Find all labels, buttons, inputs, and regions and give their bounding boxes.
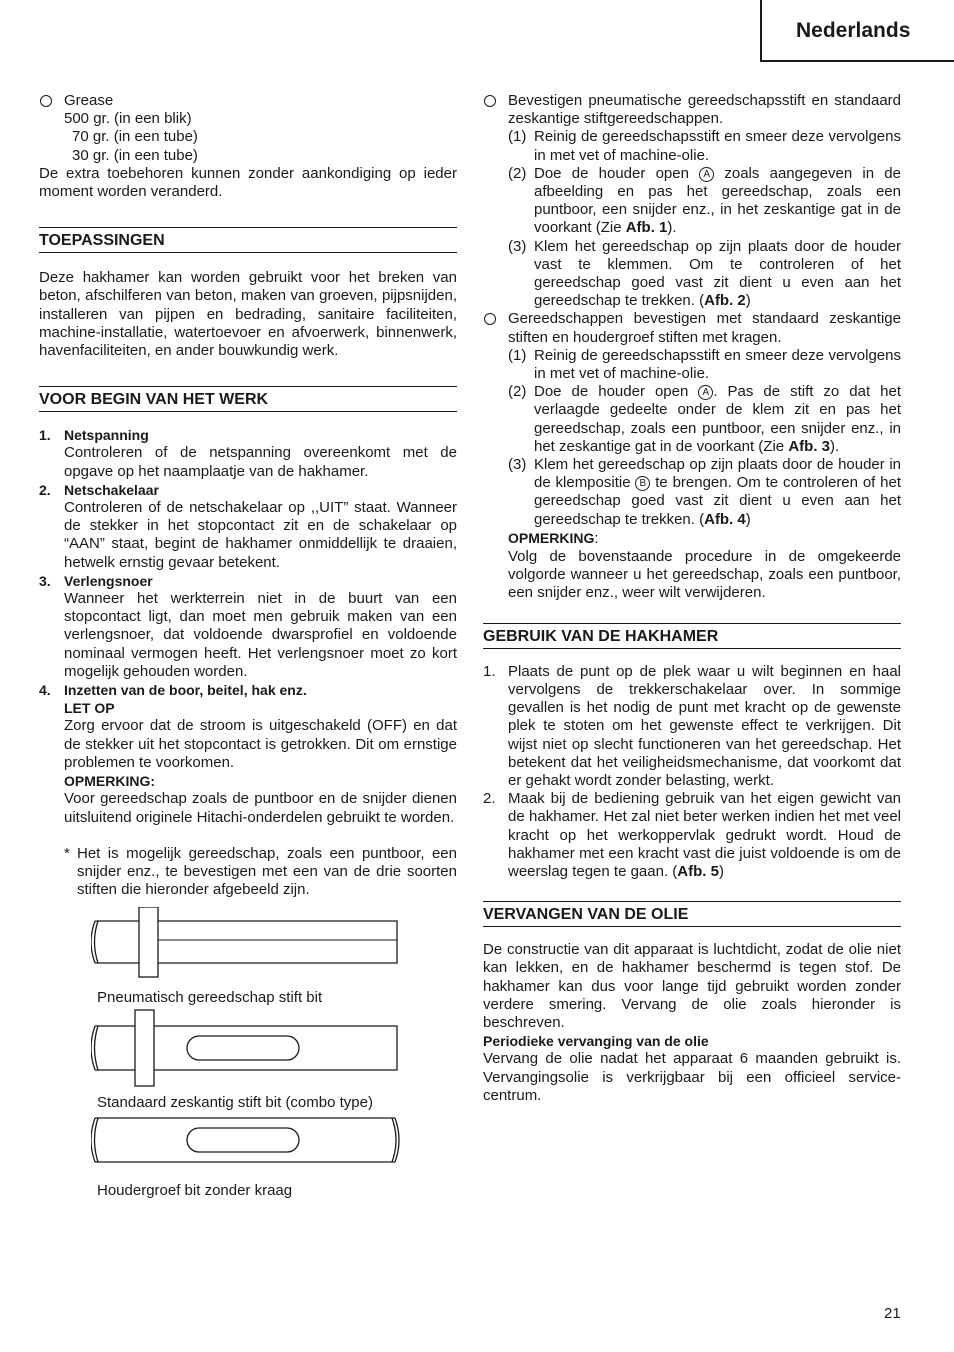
olie-text: De constructie van dit apparaat is luchtdicht, zodat de olie niet kan lekken, en de hakhamer beschermd is tegen stof. De hakhamer kan dus voor lange tijd gebruikt worden zonder verdere smering. Vervang de olie zoals hieronder is beschreven. [483,941,901,1031]
language-tab [760,0,954,62]
bullet-circle-icon [484,95,496,107]
page-number: 21 [884,1305,901,1322]
mounting-procedure-1 [483,92,901,128]
list-item: 3. Verlengsnoer Wanneer het werkterrein niet in de buurt van een stopcontact ligt, dan moet men gebruik maken van een verlengsnoer, dat voldoende dwarsprofiel en voldoende nominaal vermogen heeft. Het verlengsnoer moet zo kort mogelijk gehouden worden. [39,572,457,680]
procedure-step: (3) Klem het gereedschap op zijn plaats door de houder vast te klemmen. Om te controleren of het gereedschap goed vast zit dient u even aan het gereedschap te trekken. (Afb. 2) [508,237,901,310]
procedure-step: (3) Klem het gereedschap op zijn plaats door de houder in de klempositie B te brengen. Om te controleren of het gereedschap goed vast zit dient u even aan het gereedschap te trekken. (Afb. 4) [508,456,902,528]
toepassingen-text: Deze hakhamer kan worden gebruikt voor het breken van beton, afschilferen van beton, maken van groeven, pijpsnijden, installeren van pijpen en bedrading, sanitaire faciliteiten, machine-installatie, watertoevoer en afvoerwerk, binnenwerk, havenfaciliteiten, en ander bouwkundig werk. [39,269,457,360]
procedure-intro: Gereedschappen bevestigen met standaard zeskantige stiften en houdergroef stiften met kragen. [508,310,901,346]
procedure-step: (2) Doe de houder open A zoals aangegeven in de afbeelding en pas het gereedschap, zoals een puntboor, een snijder enz., in het zeskantige gat in de voorkant (Zie Afb. 1). [508,164,901,237]
language-label: Nederlands [796,19,911,42]
list-item: 2. Netschakelaar Controleren of de netschakelaar op ,,UIT” staat. Wanneer de stekker in het stopcontact zit en de schakelaar op “AAN” staat, begint de hakhamer onmiddellijk te draaien, hetwelk ernstig gevaar betekent. [39,481,457,571]
procedure-step: (1) Reinig de gereedschapsstift en smeer deze vervolgens in met vet of machine-olie. [508,346,901,383]
procedure-note: OPMERKING: Volg de bovenstaande procedure in de omgekeerde volgorde wanneer u het gereedschap, zoals een puntboor, een snijder enz., weer wilt verwijderen. [508,529,901,602]
list-item: 2. Maak bij de bediening gebruik van het eigen gewicht van de hakhamer. Het zal niet beter werken indien het met veel kracht op het werkoppervlak gedrukt wordt. Houd de hakhamer met een kracht vast die juist voldoende is om de weerslag tegen te gaan. (Afb. 5) [483,790,901,880]
star-note: * Het is mogelijk gereedschap, zoals een puntboor, een snijder enz., te bevestigen met een van de drie soorten stiften die hieronder afgebeeld zijn. [64,844,457,899]
list-item: 1. Plaats de punt op de plek waar u wilt beginnen en haal vervolgens de trekkerschakelaar over. In sommige gevallen is het nodig de punt met kracht op de gewenste plek te stoten om het gewenste effect te verkrijgen. Dit wijst niet op slecht functioneren van het gereedschap. Het betekent dat het veiligheidsmechanisme, dat voorkomt dat er gehakt wordt zonder belasting, werkt. [483,662,901,789]
note-text: Voor gereedschap zoals de puntboor en de snijder dienen uitsluitend originele Hitachi-onderdelen gebruikt te worden. [64,790,457,826]
grease-item: 70 gr. (in een tube) [72,128,198,146]
item-title: Inzetten van de boor, beitel, hak enz. [64,682,307,699]
caution-text: Zorg ervoor dat de stroom is uitgeschakeld (OFF) en dat de stekker uit het stopcontact is getrokken. Dit om ernstige problemen te voorkomen. [64,717,457,771]
section-heading-olie: VERVANGEN VAN DE OLIE [483,901,901,927]
caution-label: LET OP [64,700,115,717]
right-column [483,92,901,1105]
procedure-intro: Bevestigen pneumatische gereedschapsstift en standaard zeskantige stiftgereedschappen. [508,92,901,128]
item-text: Controleren of de netschakelaar op ,,UIT” staat. Wanneer de stekker in het stopcontact zit en de schakelaar op “AAN” staat, begint de hakhamer onmiddellijk te draaien, hetwelk ernstig gevaar betekent. [64,499,457,571]
grease-item: 500 gr. (in een blik) [64,110,192,128]
section-heading-toepassingen: TOEPASSINGEN [39,227,457,253]
hex-bit-figure [91,1008,401,1088]
item-title: Netschakelaar [64,481,159,498]
grease-list [39,92,457,165]
accessory-note: De extra toebehoren kunnen zonder aankondiging op ieder moment worden veranderd. [39,164,457,201]
note-text: Volg de bovenstaande procedure in de omgekeerde volgorde wanneer u het gereedschap, zoals een puntboor, een snijder enz., weer wilt verwijderen. [508,548,901,602]
bit-caption: Pneumatisch gereedschap stift bit [97,989,323,1007]
periodiek-text: Vervang de olie nadat het apparaat 6 maanden gebruikt is. Vervangingsolie is verkrijgbaar bij een officieel service-centrum. [483,1050,901,1104]
note-label: OPMERKING [508,529,595,546]
item-text: Controleren of de netspanning overeenkomt met de opgave op het naamplaatje van de hakhamer. [64,444,457,480]
item-text: Wanneer het werkterrein niet in de buurt van een stopcontact ligt, dan moet men gebruik maken van een verlengsnoer, dat voldoende dwarsprofiel en voldoende nominaal vermogen heeft. Het verlengsnoer moet zo kort mogelijk gehouden worden. [64,590,457,680]
pneumatic-bit-figure [91,907,401,979]
left-column [39,92,457,1200]
procedure-step: (1) Reinig de gereedschapsstift en smeer deze vervolgens in met vet of machine-olie. [508,128,901,164]
marker-a-icon: A [699,167,714,182]
bit-caption: Houdergroef bit zonder kraag [97,1181,293,1199]
marker-a-icon: A [698,385,713,400]
periodiek-title: Periodieke vervanging van de olie [483,1033,709,1050]
bullet-circle-icon [484,313,496,325]
procedure-step: (2) Doe de houder open A . Pas de stift zo dat het verlaagde gedeelte onder de klem zit en pas het gereedschap, zoals een puntboor, een snijder enz., in het zeskantige gat in de voorkant (Zie Afb. 3). [508,383,902,455]
bit-caption: Standaard zeskantig stift bit (combo type) [97,1093,373,1111]
marker-b-icon: B [635,476,650,491]
note-label: OPMERKING: [64,773,155,790]
section-heading-voor-begin: VOOR BEGIN VAN HET WERK [39,386,457,412]
item-title: Verlengsnoer [64,572,153,589]
section-heading-gebruik: GEBRUIK VAN DE HAKHAMER [483,623,901,649]
grease-title: Grease [64,92,114,109]
mounting-procedure-2 [483,310,901,346]
bullet-circle-icon [40,95,52,107]
holder-groove-bit-figure [91,1112,401,1168]
list-item: 4. Inzetten van de boor, beitel, hak enz. LET OP Zorg ervoor dat de stroom is uitgeschakeld (OFF) en dat de stekker uit het stopcontact is getrokken. Dit om ernstige problemen te voorkomen. OPMERKING: Voor gereedschap zoals de puntboor en de snijder dienen uitsluitend originele Hitachi-onderdelen gebruikt te worden. * Het is mogelijk gereedschap, zoals een puntboor, een snijder enz., te bevestigen met een van de drie soorten stiften die hieronder afgebeeld zijn. [39,682,457,899]
list-item: 1. Netspanning Controleren of de netspanning overeenkomt met de opgave op het naamplaatje van de hakhamer. [39,427,457,480]
item-title: Netspanning [64,427,149,444]
star-note-text: Het is mogelijk gereedschap, zoals een puntboor, een snijder enz., te bevestigen met een van de drie soorten stiften die hieronder afgebeeld zijn. [77,844,457,899]
grease-item: 30 gr. (in een tube) [72,146,198,164]
